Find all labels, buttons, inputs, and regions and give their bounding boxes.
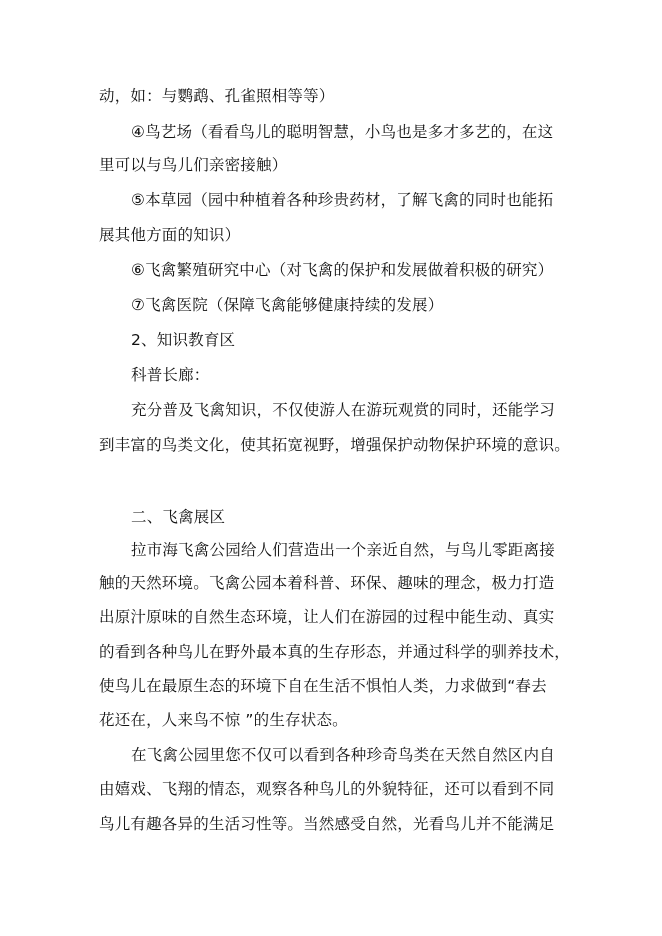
list-item-bird-hospital: ⑦飞禽医院（保障飞禽能够健康持续的发展） bbox=[131, 296, 444, 314]
list-item-herb-garden: ⑤本草园（园中种植着各种珍贵药材，了解飞禽的同时也能拓 bbox=[131, 191, 554, 209]
paragraph-line: 的看到各种鸟儿在野外最本真的生存形态，并通过科学的驯养技术， bbox=[99, 643, 571, 661]
paragraph-line: 在飞禽公园里您不仅可以看到各种珍奇鸟类在天然自然区内自 bbox=[131, 746, 555, 764]
list-item-bird-show: ④鸟艺场（看看鸟儿的聪明智慧，小鸟也是多才多艺的，在这 bbox=[131, 123, 554, 141]
paragraph-line: 花还在，人来鸟不惊 ”的生存状态。 bbox=[99, 711, 348, 729]
paragraph-line: 由嬉戏、飞翔的情态，观察各种鸟儿的外貌特征，还可以看到不同 bbox=[99, 780, 555, 798]
paragraph-line: 到丰富的鸟类文化，使其拓宽视野，增强保护动物保护环境的意识。 bbox=[99, 436, 571, 454]
text-line: 展其他方面的知识） bbox=[99, 226, 241, 244]
text-line: 动，如：与鹦鹉、孔雀照相等等） bbox=[99, 87, 335, 105]
section-heading-bird-exhibit: 二、飞禽展区 bbox=[131, 508, 226, 526]
paragraph-line: 鸟儿有趣各异的生活习性等。当然感受自然，光看鸟儿并不能满足 bbox=[99, 815, 555, 833]
subheading-science-corridor: 科普长廊： bbox=[131, 366, 210, 384]
paragraph-line: 使鸟儿在最原生态的环境下自在生活不惧怕人类，力求做到“春去 bbox=[99, 677, 547, 695]
text-line: 里可以与鸟儿们亲密接触） bbox=[99, 156, 288, 174]
section-heading-knowledge-area: 2、知识教育区 bbox=[131, 331, 236, 349]
paragraph-line: 充分普及飞禽知识，不仅使游人在游玩观赏的同时，还能学习 bbox=[131, 401, 555, 419]
paragraph-line: 出原汁原味的自然生态环境，让人们在游园的过程中能生动、真实 bbox=[99, 608, 555, 626]
paragraph-line: 触的天然环境。飞禽公园本着科普、环保、趣味的理念，极力打造 bbox=[99, 574, 555, 592]
paragraph-line: 拉市海飞禽公园给人们营造出一个亲近自然，与鸟儿零距离接 bbox=[131, 541, 555, 559]
list-item-breeding-center: ⑥飞禽繁殖研究中心（对飞禽的保护和发展做着积极的研究） bbox=[131, 261, 554, 279]
